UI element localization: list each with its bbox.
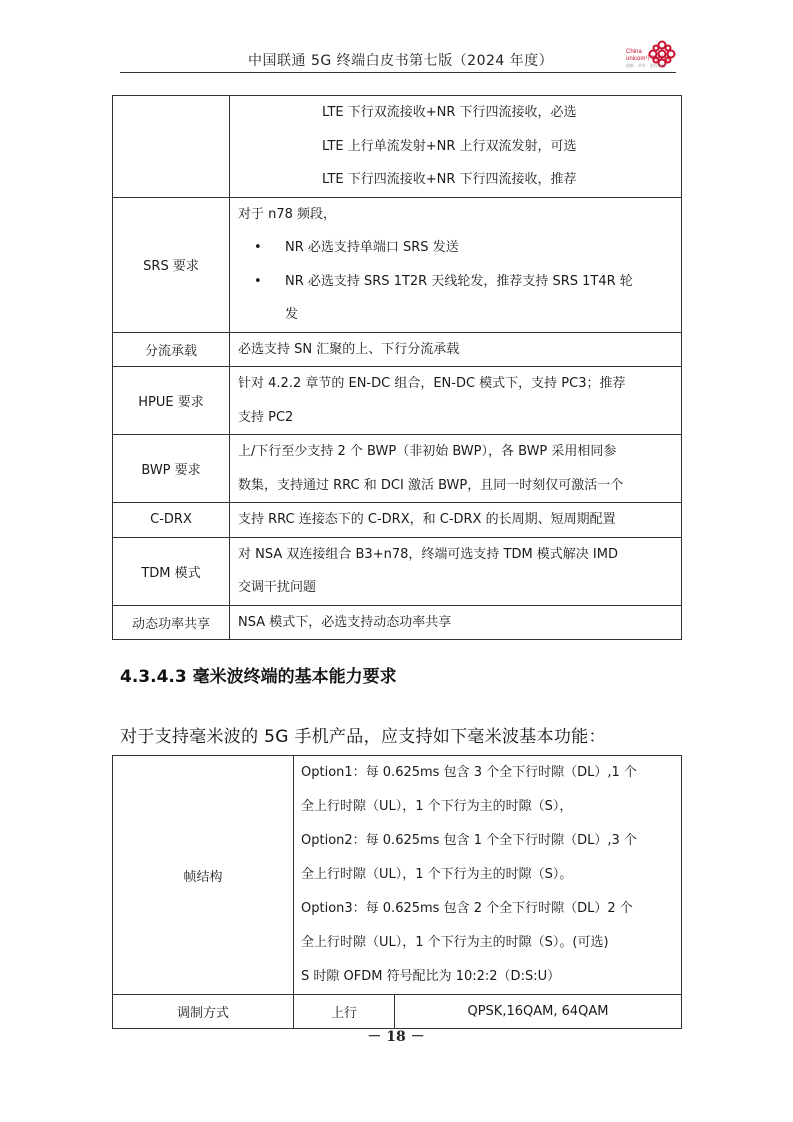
table-row [113, 197, 682, 332]
table-row [113, 367, 682, 435]
row-label-cdrx: C-DRX [113, 503, 230, 538]
srs-bullet [238, 265, 673, 299]
page-number: － 18 － [367, 1029, 425, 1045]
cdrx-text: 支持 RRC 连接态下的 C-DRX，和 C-DRX 的长周期、短周期配置 [238, 512, 616, 527]
row-label-tdm: TDM 模式 [113, 537, 230, 605]
bwp-line: 数集，支持通过 RRC 和 DCI 激活 BWP，且同一时刻仅可激活一个 [238, 477, 624, 493]
srs-bullet-continuation: 发 [285, 307, 299, 322]
bullet-icon: • [254, 240, 262, 255]
mmwave-table [112, 755, 682, 1029]
split-text: 必选支持 SN 汇聚的上、下行分流承载 [238, 341, 460, 357]
requirements-table [112, 95, 682, 640]
srs-bullet-text: NR 必选支持单端口 SRS 发送 [285, 240, 459, 255]
tdm-line: 对 NSA 双连接组合 B3+n78，终端可选支持 TDM 模式解决 IMD [238, 546, 618, 562]
mimo-line: LTE 下行双流接收+NR 下行四流接收，必选 [322, 105, 577, 120]
logo-text-unicom: unicom中国联通 [626, 56, 670, 62]
modulation-direction: 上行 [294, 995, 395, 1029]
row-label-empty [113, 96, 230, 198]
row-content [230, 367, 682, 435]
tdm-line: 交调干扰问题 [238, 580, 317, 595]
frame-line: 全上行时隙（UL），1 个下行为主的时隙（S）。 [301, 867, 573, 882]
table-row [113, 503, 682, 538]
hpue-line: 针对 4.2.2 章节的 EN-DC 组合，EN-DC 模式下，支持 PC3；推荐 [238, 376, 626, 391]
table-row [113, 332, 682, 367]
frame-line: 全上行时隙（UL），1 个下行为主的时隙（S）， [301, 799, 573, 814]
row-content [230, 537, 682, 605]
frame-line: Option3：每 0.625ms 包含 2 个全下行时隙（DL）2 个 [301, 901, 633, 916]
row-label-hpue: HPUE 要求 [113, 367, 230, 435]
dps-text: NSA 模式下，必选支持动态功率共享 [238, 614, 452, 630]
table-row [113, 995, 682, 1029]
header-divider [120, 72, 676, 73]
row-content [230, 332, 682, 367]
row-label-frame: 帧结构 [113, 756, 294, 995]
table-row [113, 756, 682, 995]
srs-intro: 对于 n78 频段， [238, 206, 337, 222]
frame-line: Option1：每 0.625ms 包含 3 个全下行时隙（DL）,1 个 [301, 765, 637, 780]
row-label-split: 分流承载 [113, 332, 230, 367]
table-row [113, 537, 682, 605]
srs-bullet [238, 231, 673, 265]
logo-text-china: China [626, 49, 642, 55]
mimo-line: LTE 上行单流发射+NR 上行双流发射，可选 [322, 138, 577, 154]
bwp-line: 上/下行至少支持 2 个 BWP（非初始 BWP），各 BWP 采用相同参 [238, 444, 617, 459]
row-content [230, 605, 682, 640]
table-row [113, 96, 682, 198]
frame-line: S 时隙 OFDM 符号配比为 10:2:2（D:S:U） [301, 969, 561, 984]
row-label-bwp: BWP 要求 [113, 435, 230, 503]
mimo-line: LTE 下行四流接收+NR 下行四流接收，推荐 [322, 172, 577, 187]
row-content [230, 197, 682, 332]
bullet-icon: • [254, 273, 262, 289]
row-label-srs: SRS 要求 [113, 197, 230, 332]
modulation-value: QPSK,16QAM, 64QAM [395, 995, 682, 1029]
row-content [230, 435, 682, 503]
section-heading: 4.3.4.3 毫米波终端的基本能力要求 [120, 667, 397, 687]
row-content [294, 756, 682, 995]
frame-line: 全上行时隙（UL），1 个下行为主的时隙（S）。(可选) [301, 935, 609, 950]
china-unicom-logo [626, 40, 678, 72]
logo-slogan: 创新 · 共享 · 美好同行 [626, 63, 666, 68]
hpue-line: 支持 PC2 [238, 409, 294, 425]
header-title: 中国联通 5G 终端白皮书第七版（2024 年度） [248, 53, 554, 69]
section-intro: 对于支持毫米波的 5G 手机产品，应支持如下毫米波基本功能： [120, 727, 606, 747]
frame-line: Option2：每 0.625ms 包含 1 个全下行时隙（DL）,3 个 [301, 833, 637, 848]
srs-bullet-text: NR 必选支持 SRS 1T2R 天线轮发，推荐支持 SRS 1T4R 轮 [285, 273, 633, 289]
row-content [230, 503, 682, 538]
row-label-modulation: 调制方式 [113, 995, 294, 1029]
row-label-dps: 动态功率共享 [113, 605, 230, 640]
table-row [113, 435, 682, 503]
table-row [113, 605, 682, 640]
row-content [230, 96, 682, 198]
